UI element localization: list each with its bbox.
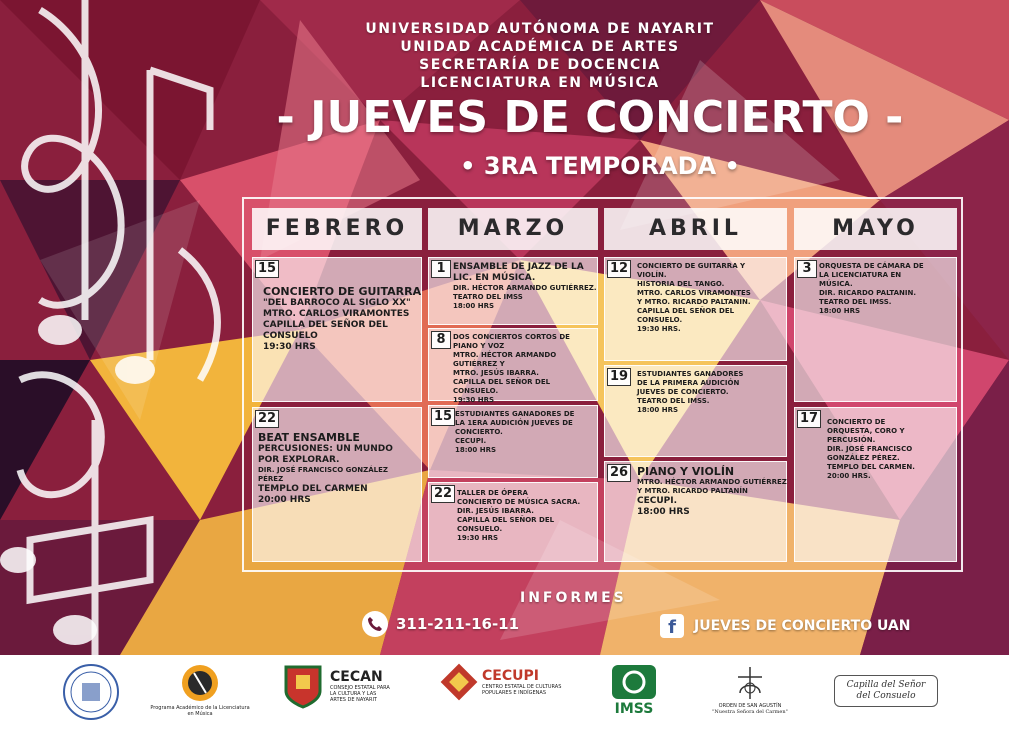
header-line-2: UNIDAD ACADÉMICA DE ARTES xyxy=(400,39,680,55)
event-line: 18:00 HRS xyxy=(637,406,679,414)
imss-name: IMSS xyxy=(614,701,654,717)
event-line: 19:30 HRS xyxy=(263,342,316,352)
event-text xyxy=(637,466,787,518)
event-line: DIR. JOSÉ FRANCISCO xyxy=(827,445,913,453)
event-line: 18:00 HRS xyxy=(455,446,497,454)
month-mayo: MAYO xyxy=(794,208,957,250)
event-line: JUEVES DE CONCIERTO. xyxy=(637,388,729,396)
header-line-1: UNIVERSIDAD AUTÓNOMA DE NAYARIT xyxy=(365,21,715,37)
poster-title: - JUEVES DE CONCIERTO - xyxy=(276,92,904,143)
event-line: ORQUESTA, CORO Y xyxy=(827,427,905,435)
event-line: DOS CONCIERTOS CORTOS DE xyxy=(453,333,570,341)
event-day: 15 xyxy=(255,260,279,278)
event-line: DIR. RICARDO PALTANIN. xyxy=(819,289,917,297)
event-text xyxy=(457,489,599,543)
event-line: Y MTRO. RICARDO PALTANÍN xyxy=(637,487,748,495)
event-day: 3 xyxy=(797,260,817,278)
event-line: GONZÁLEZ PÉREZ. xyxy=(827,454,900,462)
event-line: MÚSICA. xyxy=(819,280,853,288)
cecupi-logo xyxy=(440,663,562,701)
event-line: DIR. JOSÉ FRANCISCO GONZÁLEZ xyxy=(258,466,388,474)
event-marzo-1 xyxy=(428,257,598,325)
event-line: MTRO. CARLOS VIRAMONTES xyxy=(637,289,751,297)
event-abril-12 xyxy=(604,257,787,361)
event-text xyxy=(827,418,957,481)
event-text xyxy=(453,262,599,311)
event-text xyxy=(637,262,787,334)
orden-san-agustin-logo xyxy=(700,663,800,715)
event-line: PERCUSIONES: UN MUNDO xyxy=(258,444,393,454)
orden-subcaption: "Nuestra Señora del Carmen" xyxy=(712,709,788,715)
event-line: CAPILLA DEL SEÑOR DEL xyxy=(637,307,735,315)
event-line: HISTORIA DEL TANGO. xyxy=(637,280,725,288)
event-day: 12 xyxy=(607,260,631,278)
informes-label: INFORMES xyxy=(520,590,627,606)
event-marzo-15 xyxy=(428,405,598,478)
event-line: ENSAMBLE DE JAZZ DE LA xyxy=(453,262,584,272)
event-day: 15 xyxy=(431,408,455,426)
event-line: Y MTRO. RICARDO PALTANIN. xyxy=(637,298,751,306)
event-line: PERCUSIÓN. xyxy=(827,436,876,444)
event-line: ESTUDIANTES GANADORES xyxy=(637,370,744,378)
event-line: CECUPI. xyxy=(455,437,487,445)
event-line: LIC. EN MÚSICA. xyxy=(453,273,536,283)
event-line: 20:00 HRS xyxy=(258,495,311,505)
event-line: CONCIERTO. xyxy=(455,428,503,436)
event-mayo-17 xyxy=(794,407,957,562)
event-line: DIR. HÉCTOR ARMANDO GUTIÉRREZ. xyxy=(453,284,597,292)
header-line-4: LICENCIATURA EN MÚSICA xyxy=(420,75,660,91)
event-line: CONCIERTO DE GUITARRA xyxy=(263,285,422,298)
event-line: 18:00 HRS xyxy=(819,307,861,315)
event-line: CECUPI. xyxy=(637,496,678,506)
event-line: MTRO. HÉCTOR ARMANDO GUTIÉRREZ xyxy=(637,478,787,486)
event-text xyxy=(637,370,787,415)
event-line: PIANO Y VOZ xyxy=(453,342,505,350)
event-day: 26 xyxy=(607,464,631,482)
event-mayo-3 xyxy=(794,257,957,402)
event-day: 1 xyxy=(431,260,451,278)
event-line: LA LICENCIATURA EN xyxy=(819,271,902,279)
event-text xyxy=(819,262,957,316)
event-day: 8 xyxy=(431,331,451,349)
imss-logo xyxy=(610,663,658,717)
facebook-contact[interactable] xyxy=(660,612,910,640)
month-febrero: FEBRERO xyxy=(252,208,422,250)
event-day: 19 xyxy=(607,368,631,386)
event-line: CONSUELO. xyxy=(453,387,499,395)
event-line: CAPILLA DEL SEÑOR DEL xyxy=(263,320,388,330)
event-line: CONCIERTO DE MÚSICA SACRA. xyxy=(457,498,581,506)
event-line: DIR. JESÚS IBARRA. xyxy=(457,507,534,515)
event-line: LA 1ERA AUDICIÓN JUEVES DE xyxy=(455,419,573,427)
event-line: POR EXPLORAR. xyxy=(258,455,340,465)
phone-number: 311-211-16-11 xyxy=(396,615,520,633)
event-line: 20:00 HRS. xyxy=(827,472,871,480)
month-abril: ABRIL xyxy=(604,208,787,250)
event-line: TEMPLO DEL CARMEN xyxy=(258,484,368,494)
event-line: 18:00 HRS xyxy=(637,507,690,517)
event-line: MTRO. HÉCTOR ARMANDO GUTIÉRREZ Y xyxy=(453,351,557,368)
event-line: 19:30 HRS. xyxy=(637,325,681,333)
event-line: CONSUELO. xyxy=(457,525,503,533)
cecan-caption: CONSEJO ESTATAL PARA LA CULTURA Y LAS ARTES DE NAYARIT xyxy=(330,685,390,703)
event-line: 19:30 HRS xyxy=(453,396,495,404)
event-line: TEMPLO DEL CARMEN. xyxy=(827,463,915,471)
phone-contact[interactable] xyxy=(362,610,519,638)
event-line: CONCIERTO DE xyxy=(827,418,886,426)
event-day: 22 xyxy=(255,410,279,428)
cecan-name: CECAN xyxy=(330,669,383,685)
event-line: PÉREZ xyxy=(258,475,284,483)
event-day: 17 xyxy=(797,410,821,428)
uan-logo xyxy=(62,663,120,721)
event-line: MTRO. JESÚS IBARRA. xyxy=(453,369,539,377)
institution-header xyxy=(330,20,750,92)
event-line: PIANO Y VIOLÍN xyxy=(637,465,735,478)
event-text xyxy=(263,286,423,353)
event-line: CONCIERTO DE GUITARRA Y xyxy=(637,262,746,270)
cecupi-caption: CENTRO ESTATAL DE CULTURAS POPULARES E INDÍGENAS xyxy=(482,684,562,696)
event-abril-19 xyxy=(604,365,787,457)
cecupi-name: CECUPI xyxy=(482,668,539,684)
event-febrero-15 xyxy=(252,257,422,402)
event-line: DE LA PRIMERA AUDICIÓN xyxy=(637,379,740,387)
event-marzo-22 xyxy=(428,482,598,562)
phone-icon xyxy=(362,611,388,637)
event-line: CONSUELO. xyxy=(637,316,683,324)
programa-musica-logo xyxy=(150,663,250,717)
event-febrero-22 xyxy=(252,407,422,562)
event-text xyxy=(258,432,421,506)
capilla-logo xyxy=(834,675,938,707)
event-abril-26 xyxy=(604,461,787,562)
event-line: TALLER DE ÓPERA xyxy=(457,489,528,497)
facebook-page: JUEVES DE CONCIERTO UAN xyxy=(694,618,911,634)
programa-caption: Programa Académico de la Licenciatura en Música xyxy=(150,705,250,717)
event-line: ESTUDIANTES GANADORES DE xyxy=(455,410,575,418)
event-line: CAPILLA DEL SEÑOR DEL xyxy=(457,516,555,524)
event-line: CAPILLA DEL SEÑOR DEL xyxy=(453,378,551,386)
event-line: TEATRO DEL IMSS xyxy=(453,293,523,301)
sponsors-footer xyxy=(0,655,1009,732)
event-text xyxy=(455,410,599,455)
event-line: TEATRO DEL IMSS. xyxy=(637,397,710,405)
event-marzo-8 xyxy=(428,328,598,404)
event-line: TEATRO DEL IMSS. xyxy=(819,298,892,306)
event-text xyxy=(453,333,599,405)
orden-caption: ORDEN DE SAN AGUSTÍN xyxy=(718,703,782,709)
poster-subtitle: • 3RA TEMPORADA • xyxy=(460,152,740,180)
event-line: MTRO. CARLOS VIRAMONTES xyxy=(263,309,410,319)
event-day: 22 xyxy=(431,485,455,503)
capilla-name: Capilla del Señor del Consuelo xyxy=(834,675,938,707)
event-line: VIOLÍN. xyxy=(637,271,667,279)
event-line: BEAT ENSAMBLE xyxy=(258,431,360,444)
month-marzo: MARZO xyxy=(428,208,598,250)
event-line: 19:30 HRS xyxy=(457,534,499,542)
event-line: "DEL BARROCO AL SIGLO XX" xyxy=(263,298,411,308)
facebook-icon: f xyxy=(660,614,684,638)
header-line-3: SECRETARÍA DE DOCENCIA xyxy=(419,57,661,73)
cecan-logo xyxy=(282,663,392,709)
event-line: CONSUELO xyxy=(263,331,318,341)
event-line: ORQUESTA DE CÁMARA DE xyxy=(819,262,924,270)
event-line: 18:00 HRS xyxy=(453,302,495,310)
